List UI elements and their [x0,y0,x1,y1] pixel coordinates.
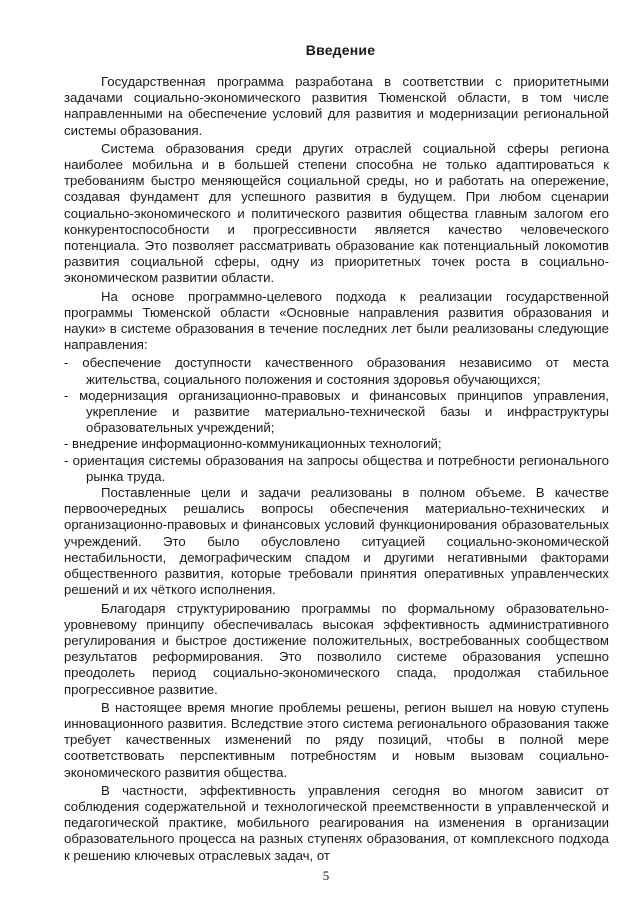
list-item: - модернизация организационно-правовых и финансовых принципов управления, укрепление и развитие материально-технической базы и инфраструктуры образовательных учреждений; [64,387,609,436]
paragraph: На основе программно-целевого подхода к реализации государственной программы Тюменской области «Основные направления развития образования и науки» в системе образования в течение последних лет были реализованы следующие направления: [64,288,609,353]
list-item: - обеспечение доступности качественного образования независимо от места жительства, социального положения и состояния здоровья обучающихся; [64,355,609,387]
paragraph: В настоящее время многие проблемы решены, регион вышел на новую ступень инновационного развития. Вследствие этого система регионального образования также требует качественных изменений по ряду позиций, чтобы в полной мере соответствовать перспективным потребностям и новым вызовам социально-экономического развития общества. [64,699,609,780]
paragraph: Государственная программа разработана в соответствии с приоритетными задачами социально-экономического развития Тюменской области, в том числе направленными на обеспечение условий для развития и модернизации региональной системы образования. [64,74,609,138]
page-number: 5 [322,868,330,883]
paragraph: Система образования среди других отраслей социальной сферы региона наиболее мобильна и в большей степени способна не только адаптироваться к требованиям быстро меняющейся социальной среды, но и работать на опережение, создавая фундамент для успешного развития в будущем. При любом сценарии социально-экономического и политического развития общества главным залогом его конкурентоспособности и прогрессивности является качество человеческого потенциала. Это позволяет рассматривать образование как потенциальный локомотив развития социальной сферы, одну из приоритетных точек роста в социально-экономическом развитии области. [64,140,609,286]
paragraph: В частности, эффективность управления сегодня во многом зависит от соблюдения содержательной и технологической преемственности в управленческой и педагогической практике, мобильного реагирования на изменения в организации образовательного процесса на разных ступенях образования, от комплексного подхода к решению ключевых отраслевых задач, от [64,782,609,863]
paragraph: Поставленные цели и задачи реализованы в полном объеме. В качестве первоочередных решались вопросы обеспечения материально-технических и организационно-правовых и финансовых условий функционирования образовательных учреждений. Это было обусловлено ситуацией социально-экономической нестабильности, демографическим спадом и другими негативными факторами общественного развития, которые требовали принятия оперативных управленческих решений и их чёткого исполнения. [64,485,609,598]
list-item: - ориентация системы образования на запросы общества и потребности регионального рынка труда. [64,452,609,484]
directions-list [64,355,609,485]
paragraph: Благодаря структурированию программы по формальному образовательно-уровневому принципу обеспечивалась высокая эффективность административного регулирования и быстрое достижение положительных, востребованных сообществом результатов реформирования. Это позволило системе образования успешно преодолеть период социально-экономического спада, продолжая стабильное прогрессивное развитие. [64,600,609,697]
list-item: - внедрение информационно-коммуникационных технологий; [64,436,442,452]
document-body [64,74,609,864]
page-title: Введение [305,42,376,58]
